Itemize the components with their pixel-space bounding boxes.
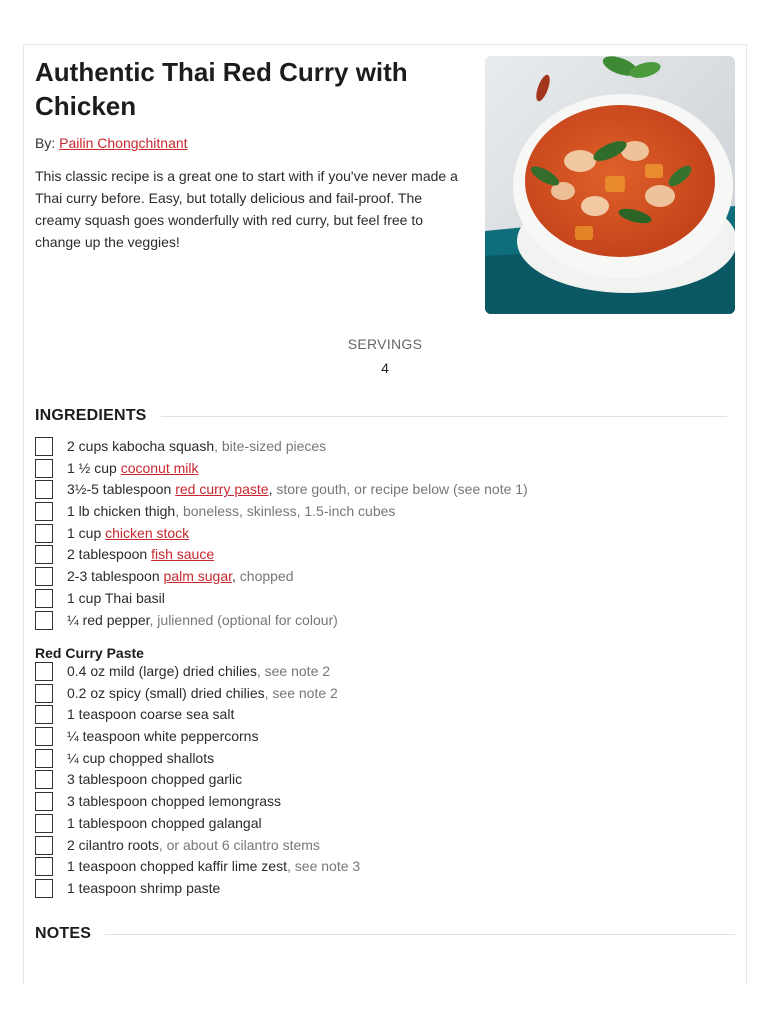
ingredient-item <box>35 588 528 610</box>
ingredient-note: , see note 3 <box>287 858 361 875</box>
ingredient-text: 2-3 tablespoon <box>67 568 164 585</box>
ingredient-checkbox[interactable] <box>35 459 53 478</box>
heading-divider <box>161 416 727 417</box>
ingredient-text: 1 ½ cup <box>67 459 121 476</box>
ingredient-text: 1 teaspoon coarse sea salt <box>67 706 235 723</box>
ingredient-list <box>35 436 528 631</box>
ingredient-item <box>35 523 528 545</box>
ingredient-item <box>35 856 360 878</box>
ingredient-checkbox[interactable] <box>35 727 53 746</box>
ingredient-checkbox[interactable] <box>35 437 53 456</box>
ingredient-checkbox[interactable] <box>35 611 53 630</box>
ingredient-checkbox[interactable] <box>35 879 53 898</box>
recipe-description: This classic recipe is a great one to start with if you've never made a Thai curry before. Easy, but totally delicious and fail-proof. The creamy squash goes wonderfully with red curry, but feel free to change up the veggies! <box>35 168 458 250</box>
ingredient-text: 2 cups kabocha squash <box>67 438 215 454</box>
ingredient-checkbox[interactable] <box>35 567 53 586</box>
ingredient-text: 3 tablespoon chopped lemongrass <box>67 793 282 810</box>
ingredient-text: ¼ red pepper <box>67 611 150 628</box>
ingredient-item <box>35 661 360 683</box>
ingredient-text: 2 tablespoon <box>67 546 152 563</box>
ingredient-checkbox[interactable] <box>35 857 53 876</box>
red-curry-paste-list <box>35 661 360 900</box>
recipe-title: Authentic Thai Red Curry with Chicken <box>35 57 408 121</box>
ingredient-text: ¼ cup chopped shallots <box>67 749 215 766</box>
ingredient-item <box>35 726 360 748</box>
ingredient-item <box>35 769 360 791</box>
ingredient-checkbox[interactable] <box>35 684 53 703</box>
recipe-photo <box>485 56 735 314</box>
ingredient-text: 0.2 oz spicy (small) dried chilies <box>67 684 265 701</box>
ingredient-checkbox[interactable] <box>35 770 53 789</box>
ingredient-checkbox[interactable] <box>35 705 53 724</box>
recipe-card <box>23 44 747 985</box>
ingredient-checkbox[interactable] <box>35 792 53 811</box>
ingredient-note: , julienned (optional for colour) <box>149 611 338 628</box>
ingredient-item <box>35 813 360 835</box>
notes-heading <box>35 925 735 943</box>
ingredient-text: 1 lb chicken thigh <box>67 503 176 520</box>
ingredient-note: , bite-sized pieces <box>214 438 327 454</box>
ingredient-checkbox[interactable] <box>35 589 53 608</box>
ingredient-text: ¼ teaspoon white peppercorns <box>67 728 259 745</box>
heading-divider <box>105 934 735 935</box>
ingredient-link[interactable]: fish sauce <box>151 546 215 563</box>
ingredient-text: 1 cup <box>67 524 106 541</box>
ingredient-checkbox[interactable] <box>35 836 53 855</box>
notes-heading-text: NOTES <box>35 925 92 942</box>
ingredient-checkbox[interactable] <box>35 480 53 499</box>
ingredient-text: 1 tablespoon chopped galangal <box>67 814 262 831</box>
ingredient-note: , or about 6 cilantro stems <box>158 836 320 853</box>
ingredient-item <box>35 704 360 726</box>
ingredient-item <box>35 683 360 705</box>
ingredient-note: store gouth, or recipe below (see note 1) <box>272 481 528 498</box>
by-label: By: <box>35 135 56 151</box>
ingredient-note: , boneless, skinless, 1.5-inch cubes <box>175 503 396 520</box>
ingredient-checkbox[interactable] <box>35 524 53 543</box>
servings-label: SERVINGS <box>347 336 423 352</box>
ingredient-note: , see note 2 <box>264 684 338 701</box>
ingredients-heading-text: INGREDIENTS <box>35 407 147 424</box>
ingredient-text: 3 tablespoon chopped garlic <box>67 771 243 788</box>
ingredient-item <box>35 748 360 770</box>
ingredient-checkbox[interactable] <box>35 545 53 564</box>
ingredient-item <box>35 479 528 501</box>
ingredient-checkbox[interactable] <box>35 502 53 521</box>
ingredient-note: , see note 2 <box>256 663 331 679</box>
ingredient-link[interactable]: red curry paste <box>175 481 269 498</box>
ingredient-item <box>35 878 360 900</box>
ingredient-item <box>35 458 528 480</box>
ingredient-item <box>35 835 360 857</box>
ingredient-text: 1 teaspoon shrimp paste <box>67 879 221 896</box>
ingredient-link[interactable]: palm sugar <box>163 568 233 585</box>
ingredient-item <box>35 544 528 566</box>
author-link[interactable]: Pailin Chongchitnant <box>59 135 188 151</box>
ingredient-text: 2 cilantro roots <box>67 836 159 853</box>
ingredient-link[interactable]: coconut milk <box>120 459 199 476</box>
ingredient-item <box>35 610 528 632</box>
ingredient-checkbox[interactable] <box>35 749 53 768</box>
servings-value: 4 <box>381 360 389 376</box>
byline <box>35 135 188 151</box>
ingredient-note: chopped <box>235 568 294 585</box>
ingredient-text: 1 teaspoon chopped kaffir lime zest <box>67 858 287 875</box>
ingredient-punctuation: , <box>268 481 273 498</box>
ingredient-item <box>35 791 360 813</box>
ingredient-text: 3½-5 tablespoon <box>67 481 176 498</box>
red-curry-bowl-photo <box>485 56 735 314</box>
red-curry-paste-heading: Red Curry Paste <box>35 645 144 661</box>
ingredient-text: 0.4 oz mild (large) dried chilies <box>67 663 257 679</box>
ingredient-text: 1 cup Thai basil <box>67 589 165 606</box>
ingredient-item <box>35 436 528 458</box>
ingredient-link[interactable]: chicken stock <box>105 524 190 541</box>
ingredient-checkbox[interactable] <box>35 662 53 681</box>
servings-block <box>24 336 746 376</box>
ingredient-item <box>35 501 528 523</box>
ingredient-punctuation: , <box>232 568 236 585</box>
ingredients-heading <box>35 407 727 425</box>
ingredient-checkbox[interactable] <box>35 814 53 833</box>
ingredient-item <box>35 566 528 588</box>
